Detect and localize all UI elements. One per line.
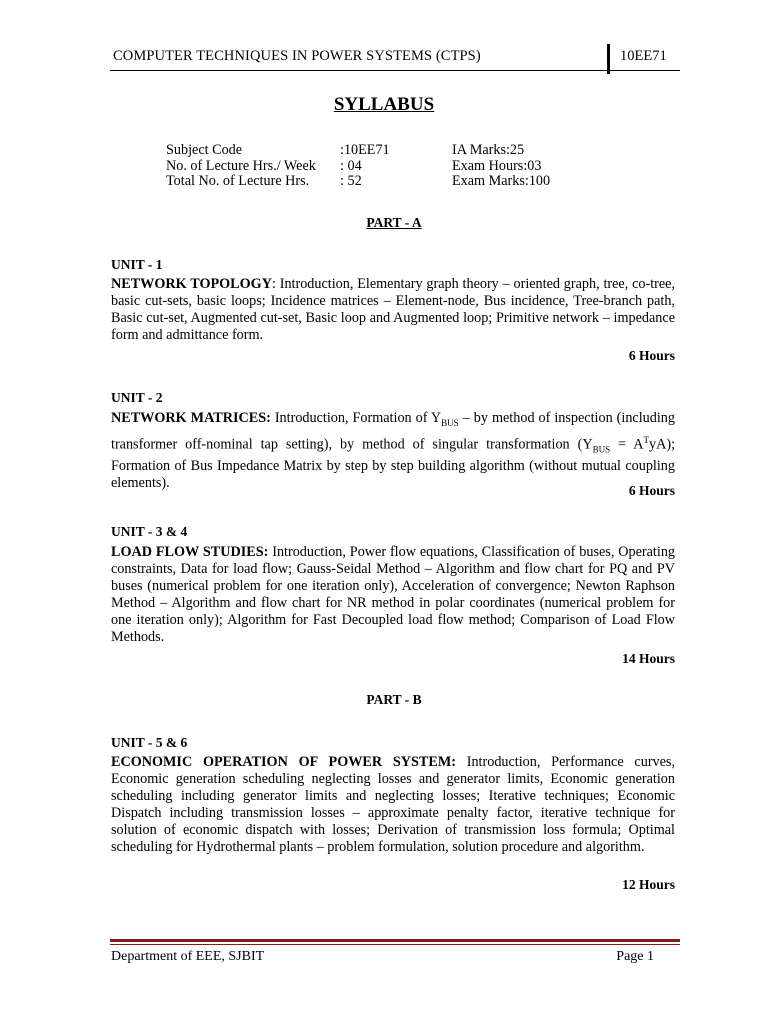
unit-5-6-text: Introduction, Performance curves, Economic generation scheduling neglecting losses and generator limits, Economic generation scheduling including generator limits and neglecting losses; Iterative techniques; Economic Dispatch including transmission losses – approximate penalty factor, iterative technique for solution of economic dispatch with losses; Derivation of transmission loss formula; Optimal scheduling for Hydrothermal plants – problem formulation, solution procedure and algorithm. [111, 754, 675, 855]
page-header [110, 44, 680, 74]
unit-2-body [111, 410, 675, 492]
unit-1-hours: 6 Hours [628, 348, 675, 363]
info-extra: Exam Hours:03 [452, 157, 542, 174]
unit-3-4-hours: 14 Hours [622, 651, 675, 666]
unit-2-text: Introduction, Formation of Y [270, 410, 442, 426]
unit-2-sup: T [643, 434, 649, 445]
info-extra: IA Marks:25 [452, 142, 525, 158]
unit-5-6-body [111, 754, 675, 856]
unit-2-hours: 6 Hours [628, 483, 675, 498]
info-value: : 04 [340, 157, 362, 174]
unit-2-text: yA); Formation of Bus Impedance Matrix by step by step building algorithm (without mutual coupling elements). [111, 436, 676, 492]
unit-5-6-hours: 12 Hours [622, 877, 675, 892]
info-value: : 52 [340, 173, 362, 189]
unit-2-topic: NETWORK MATRICES: [111, 410, 271, 426]
info-row [166, 174, 586, 190]
unit-2-sub: BUS [441, 417, 459, 428]
footer-rule [110, 939, 680, 942]
info-value: :10EE71 [340, 142, 390, 158]
footer-page-number: Page 1 [616, 949, 654, 964]
unit-5-6-topic: ECONOMIC OPERATION OF POWER SYSTEM: [111, 754, 456, 770]
footer-rule-thin [110, 944, 680, 945]
unit-2-sub: BUS [592, 444, 611, 455]
unit-2-text: – by method of inspection (including transformer off-nominal tap setting), by method of singular transformation (Y [111, 410, 675, 453]
part-a-heading: PART - A [366, 215, 422, 230]
unit-5-6-heading: UNIT - 5 & 6 [111, 735, 188, 750]
info-row [166, 143, 586, 159]
info-row [166, 159, 586, 175]
header-title: COMPUTER TECHNIQUES IN POWER SYSTEMS (CTPS) [113, 48, 481, 64]
unit-3-4-text: Introduction, Power flow equations, Classification of buses, Operating constraints, Data for load flow; Gauss-Seidal Method – Algorithm and flow chart for PQ and PV buses (numerical problem for one iteration only), Acceleration of convergence; Newton Raphson Method – Algorithm and flow chart for NR method in polar coordinates (numerical problem for one iteration only); Algorithm for Fast Decoupled load flow method; Comparison of Load Flow Methods. [111, 544, 676, 645]
unit-1-body [111, 276, 675, 344]
subject-info [166, 143, 586, 190]
info-label: No. of Lecture Hrs./ Week [166, 157, 316, 174]
unit-2-heading: UNIT - 2 [111, 390, 163, 405]
unit-3-4-body [111, 544, 675, 646]
unit-3-4-topic: LOAD FLOW STUDIES: [111, 544, 269, 560]
unit-1-heading: UNIT - 1 [111, 257, 163, 272]
unit-1-text: : Introduction, Elementary graph theory – oriented graph, tree, co-tree, basic cut-sets, basic loops; Incidence matrices – Element-node, Bus incidence, Tree-branch path, Basic cut-set, Augmented cut-set, Basic loop and Augmented loop; Primitive network – impedance form and admittance form. [111, 276, 675, 343]
page-title: SYLLABUS [333, 94, 435, 115]
unit-1-topic: NETWORK TOPOLOGY [111, 276, 272, 292]
header-rule [110, 70, 680, 71]
info-label: Subject Code [166, 142, 243, 158]
unit-2-text: = A [610, 436, 644, 453]
info-label: Total No. of Lecture Hrs. [166, 173, 310, 189]
header-code: 10EE71 [620, 48, 667, 64]
footer-department: Department of EEE, SJBIT [111, 949, 265, 964]
info-extra: Exam Marks:100 [452, 173, 551, 189]
part-b-heading: PART - B [366, 692, 422, 707]
unit-3-4-heading: UNIT - 3 & 4 [111, 524, 188, 539]
